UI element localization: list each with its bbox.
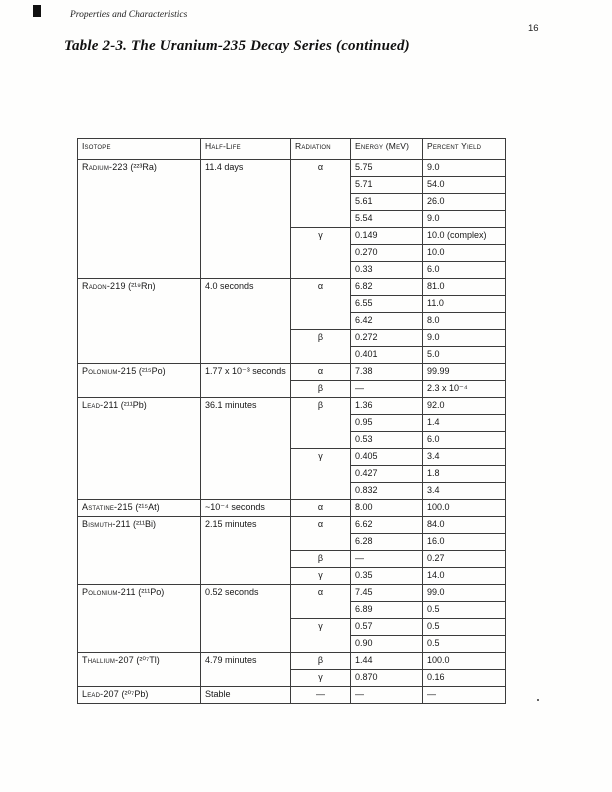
isotope-name: Polonium-215: [82, 366, 137, 376]
yield-cell: 92.0: [423, 398, 506, 415]
yield-cell: 6.0: [423, 262, 506, 279]
energy-cell: 7.38: [351, 364, 423, 381]
isotope-cell: [78, 517, 201, 585]
radiation-cell: β: [291, 330, 351, 364]
energy-cell: 5.61: [351, 194, 423, 211]
column-header-percent-yield: Percent Yield: [423, 139, 506, 160]
yield-cell: 14.0: [423, 568, 506, 585]
half-life-cell: Stable: [201, 687, 291, 704]
radiation-cell: γ: [291, 228, 351, 279]
isotope-cell: [78, 398, 201, 500]
energy-cell: 0.149: [351, 228, 423, 245]
table-row: [78, 585, 506, 602]
isotope-cell: [78, 160, 201, 279]
yield-cell: 0.16: [423, 670, 506, 687]
energy-cell: —: [351, 381, 423, 398]
radiation-cell: α: [291, 500, 351, 517]
isotope-name: Polonium-211: [82, 587, 136, 597]
yield-cell: 100.0: [423, 653, 506, 670]
yield-cell: 26.0: [423, 194, 506, 211]
energy-cell: 5.54: [351, 211, 423, 228]
energy-cell: 0.53: [351, 432, 423, 449]
isotope-cell: [78, 653, 201, 687]
radiation-cell: —: [291, 687, 351, 704]
column-header-half-life: Half-Life: [201, 139, 291, 160]
decay-series-table: [77, 138, 506, 704]
column-header-isotope: Isotope: [78, 139, 201, 160]
radiation-cell: β: [291, 381, 351, 398]
energy-cell: 6.89: [351, 602, 423, 619]
energy-cell: 5.75: [351, 160, 423, 177]
isotope-symbol: (²⁰⁷Pb): [118, 689, 149, 699]
isotope-name: Radium-223: [82, 162, 128, 172]
energy-cell: 0.401: [351, 347, 423, 364]
radiation-cell: α: [291, 585, 351, 619]
radiation-cell: α: [291, 517, 351, 551]
half-life-cell: 11.4 days: [201, 160, 291, 279]
isotope-symbol: (²¹⁹Rn): [125, 281, 156, 291]
half-life-cell: 4.79 minutes: [201, 653, 291, 687]
energy-cell: 0.95: [351, 415, 423, 432]
table-row: [78, 517, 506, 534]
energy-cell: 0.57: [351, 619, 423, 636]
yield-cell: 5.0: [423, 347, 506, 364]
yield-cell: 81.0: [423, 279, 506, 296]
yield-cell: 11.0: [423, 296, 506, 313]
radiation-cell: β: [291, 551, 351, 568]
energy-cell: 0.33: [351, 262, 423, 279]
half-life-cell: ~10⁻⁴ seconds: [201, 500, 291, 517]
yield-cell: 6.0: [423, 432, 506, 449]
radiation-cell: β: [291, 398, 351, 449]
table-row: [78, 687, 506, 704]
isotope-cell: [78, 500, 201, 517]
energy-cell: 6.42: [351, 313, 423, 330]
energy-cell: 6.62: [351, 517, 423, 534]
isotope-cell: [78, 687, 201, 704]
table-row: [78, 653, 506, 670]
energy-cell: 8.00: [351, 500, 423, 517]
energy-cell: —: [351, 551, 423, 568]
scan-artifact-mark: [33, 5, 41, 17]
isotope-name: Lead-207: [82, 689, 119, 699]
half-life-cell: 1.77 x 10⁻³ seconds: [201, 364, 291, 398]
yield-cell: 1.4: [423, 415, 506, 432]
energy-cell: 7.45: [351, 585, 423, 602]
energy-cell: 1.36: [351, 398, 423, 415]
radiation-cell: α: [291, 279, 351, 330]
radiation-cell: β: [291, 653, 351, 670]
isotope-cell: [78, 364, 201, 398]
table-row: [78, 160, 506, 177]
yield-cell: 16.0: [423, 534, 506, 551]
decay-table-body: [78, 160, 506, 704]
energy-cell: 6.55: [351, 296, 423, 313]
yield-cell: 84.0: [423, 517, 506, 534]
yield-cell: 8.0: [423, 313, 506, 330]
yield-cell: 9.0: [423, 160, 506, 177]
yield-cell: 9.0: [423, 211, 506, 228]
column-header-radiation: Radiation: [291, 139, 351, 160]
isotope-symbol: (²⁰⁷Tl): [133, 655, 160, 665]
yield-cell: 3.4: [423, 483, 506, 500]
half-life-cell: 36.1 minutes: [201, 398, 291, 500]
isotope-name: Bismuth-211: [82, 519, 131, 529]
table-title: Table 2-3. The Uranium-235 Decay Series (continued): [64, 38, 410, 54]
table-row: [78, 398, 506, 415]
table-row: [78, 364, 506, 381]
table-row: [78, 279, 506, 296]
isotope-name: Radon-219: [82, 281, 126, 291]
isotope-name: Astatine-215: [82, 502, 133, 512]
radiation-cell: α: [291, 160, 351, 228]
energy-cell: 0.270: [351, 245, 423, 262]
table-row: [78, 500, 506, 517]
running-header: Properties and Characteristics: [70, 10, 188, 20]
isotope-cell: [78, 585, 201, 653]
half-life-cell: 4.0 seconds: [201, 279, 291, 364]
energy-cell: 0.832: [351, 483, 423, 500]
radiation-cell: γ: [291, 619, 351, 653]
energy-cell: —: [351, 687, 423, 704]
yield-cell: 0.5: [423, 636, 506, 653]
yield-cell: 2.3 x 10⁻⁴: [423, 381, 506, 398]
isotope-symbol: (²¹¹Po): [135, 587, 165, 597]
energy-cell: 6.82: [351, 279, 423, 296]
radiation-cell: γ: [291, 670, 351, 687]
energy-cell: 0.870: [351, 670, 423, 687]
energy-cell: 6.28: [351, 534, 423, 551]
yield-cell: 3.4: [423, 449, 506, 466]
isotope-cell: [78, 279, 201, 364]
yield-cell: 99.0: [423, 585, 506, 602]
radiation-cell: α: [291, 364, 351, 381]
energy-cell: 5.71: [351, 177, 423, 194]
table-header-row: [78, 139, 506, 160]
radiation-cell: γ: [291, 449, 351, 500]
yield-cell: 1.8: [423, 466, 506, 483]
isotope-symbol: (²²³Ra): [127, 162, 157, 172]
energy-cell: 0.272: [351, 330, 423, 347]
isotope-symbol: (²¹⁵Po): [136, 366, 166, 376]
isotope-symbol: (²¹¹Pb): [118, 400, 147, 410]
yield-cell: 9.0: [423, 330, 506, 347]
radiation-cell: γ: [291, 568, 351, 585]
yield-cell: 10.0 (complex): [423, 228, 506, 245]
energy-cell: 0.405: [351, 449, 423, 466]
yield-cell: 99.99: [423, 364, 506, 381]
column-header-energy: Energy (MeV): [351, 139, 423, 160]
yield-cell: —: [423, 687, 506, 704]
isotope-symbol: (²¹¹Bi): [130, 519, 157, 529]
page-number: 16: [528, 23, 539, 34]
isotope-name: Thallium-207: [82, 655, 134, 665]
yield-cell: 54.0: [423, 177, 506, 194]
energy-cell: 0.90: [351, 636, 423, 653]
energy-cell: 0.427: [351, 466, 423, 483]
scan-artifact-dot: [537, 699, 539, 701]
yield-cell: 0.5: [423, 602, 506, 619]
energy-cell: 1.44: [351, 653, 423, 670]
isotope-name: Lead-211: [82, 400, 119, 410]
energy-cell: 0.35: [351, 568, 423, 585]
isotope-symbol: (²¹⁵At): [132, 502, 160, 512]
yield-cell: 0.5: [423, 619, 506, 636]
yield-cell: 100.0: [423, 500, 506, 517]
half-life-cell: 2.15 minutes: [201, 517, 291, 585]
yield-cell: 0.27: [423, 551, 506, 568]
half-life-cell: 0.52 seconds: [201, 585, 291, 653]
yield-cell: 10.0: [423, 245, 506, 262]
